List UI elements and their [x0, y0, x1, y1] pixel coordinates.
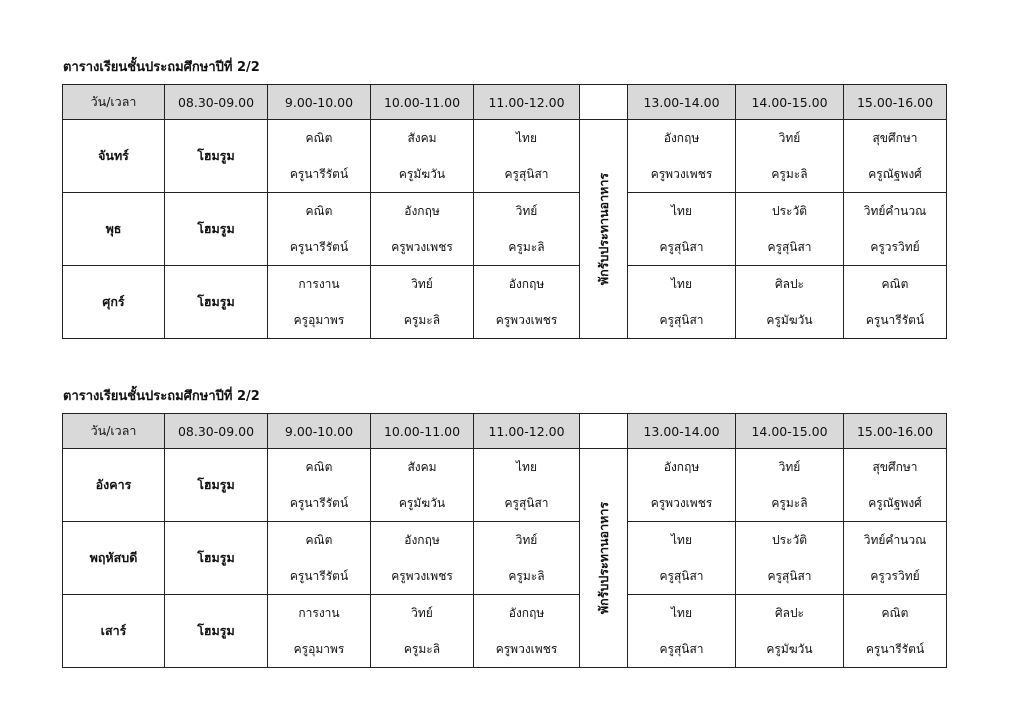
- header-day-time: วัน/เวลา: [63, 414, 165, 449]
- class-slot: [628, 449, 736, 522]
- class-slot: [628, 595, 736, 668]
- subject: สังคม: [407, 131, 437, 145]
- timetable-1-title: ตารางเรียนชั้นประถมศึกษาปีที่ 2/2: [63, 60, 260, 75]
- class-slot: [736, 193, 844, 266]
- homeroom-cell: โฮมรูม: [165, 193, 268, 266]
- teacher: ครูสุนิสา: [504, 496, 549, 510]
- class-slot: [371, 266, 474, 339]
- header-day-time: วัน/เวลา: [63, 85, 165, 120]
- class-slot: [736, 522, 844, 595]
- subject: วิทย์: [515, 533, 538, 547]
- subject: ไทย: [671, 606, 692, 620]
- table-row: [63, 595, 947, 668]
- subject: อังกฤษ: [404, 204, 440, 218]
- teacher: ครูนารีรัตน์: [289, 167, 349, 181]
- class-slot: [844, 595, 947, 668]
- class-slot: [844, 266, 947, 339]
- header-period: 15.00-16.00: [844, 85, 947, 120]
- header-period: 10.00-11.00: [371, 414, 474, 449]
- teacher: ครูมะลิ: [771, 496, 808, 510]
- class-slot: [268, 595, 371, 668]
- class-slot: [474, 266, 580, 339]
- subject: วิทย์: [515, 204, 538, 218]
- header-period: 13.00-14.00: [628, 414, 736, 449]
- class-slot: [474, 522, 580, 595]
- homeroom-cell: โฮมรูม: [165, 522, 268, 595]
- homeroom-cell: โฮมรูม: [165, 266, 268, 339]
- subject: ประวัติ: [771, 204, 808, 218]
- table-row: [63, 266, 947, 339]
- subject: วิทย์: [411, 277, 433, 291]
- teacher: ครูสุนิสา: [504, 167, 549, 181]
- class-slot: [371, 120, 474, 193]
- subject: ไทย: [671, 533, 692, 547]
- subject: การงาน: [298, 277, 340, 291]
- teacher: ครูพวงเพชร: [650, 167, 713, 181]
- teacher: ครูณัฐพงศ์: [868, 496, 922, 510]
- day-cell: พฤหัสบดี: [63, 522, 165, 595]
- class-slot: [844, 193, 947, 266]
- subject: ไทย: [516, 460, 537, 474]
- header-period: 08.30-09.00: [165, 85, 268, 120]
- subject: อังกฤษ: [508, 606, 545, 620]
- teacher: ครูมะลิ: [508, 240, 545, 254]
- subject: วิทย์: [778, 460, 801, 474]
- class-slot: [371, 449, 474, 522]
- class-slot: [268, 449, 371, 522]
- subject: คณิต: [305, 131, 333, 145]
- class-slot: [268, 266, 371, 339]
- subject: คณิต: [881, 606, 909, 620]
- subject: วิทย์คำนวณ: [863, 533, 927, 547]
- subject: ไทย: [671, 277, 692, 291]
- table-row: [63, 120, 947, 193]
- lunch-break-label: พักรับประทานอาหาร: [595, 501, 611, 615]
- class-slot: [736, 595, 844, 668]
- header-row: [63, 414, 947, 449]
- homeroom-cell: โฮมรูม: [165, 449, 268, 522]
- header-period: 9.00-10.00: [268, 85, 371, 120]
- subject: วิทย์: [778, 131, 801, 145]
- teacher: ครูสุนิสา: [659, 569, 704, 583]
- teacher: ครูนารีรัตน์: [289, 569, 349, 583]
- day-cell: จันทร์: [63, 120, 165, 193]
- lunch-break-cell: [580, 120, 628, 339]
- teacher: ครูนารีรัตน์: [289, 496, 349, 510]
- class-slot: [628, 522, 736, 595]
- teacher: ครูนารีรัตน์: [865, 313, 925, 327]
- table-row: [63, 522, 947, 595]
- table-row: [63, 193, 947, 266]
- header-period: 10.00-11.00: [371, 85, 474, 120]
- class-slot: [371, 522, 474, 595]
- teacher: ครูมะลิ: [403, 313, 441, 327]
- teacher: ครูวรวิทย์: [870, 569, 920, 583]
- teacher: ครูพวงเพชร: [391, 569, 453, 583]
- day-cell: อังคาร: [63, 449, 165, 522]
- teacher: ครูนารีรัตน์: [865, 642, 925, 656]
- subject: คณิต: [881, 277, 909, 291]
- class-slot: [736, 120, 844, 193]
- subject: ศิลปะ: [774, 606, 805, 620]
- homeroom-cell: โฮมรูม: [165, 595, 268, 668]
- header-period: 9.00-10.00: [268, 414, 371, 449]
- class-slot: [474, 193, 580, 266]
- subject: วิทย์: [411, 606, 433, 620]
- teacher: ครูพวงเพชร: [495, 642, 558, 656]
- header-period: 13.00-14.00: [628, 85, 736, 120]
- subject: อังกฤษ: [663, 131, 700, 145]
- subject: อังกฤษ: [663, 460, 700, 474]
- class-slot: [474, 595, 580, 668]
- table-row: [63, 449, 947, 522]
- teacher: ครูณัฐพงศ์: [868, 167, 922, 181]
- teacher: ครูมะลิ: [403, 642, 441, 656]
- subject: คณิต: [305, 204, 333, 218]
- class-slot: [844, 120, 947, 193]
- teacher: ครูสุนิสา: [659, 313, 704, 327]
- class-slot: [474, 449, 580, 522]
- class-slot: [844, 522, 947, 595]
- teacher: ครูสุนิสา: [659, 240, 704, 254]
- teacher: ครูมะลิ: [508, 569, 545, 583]
- teacher: ครูมัฆวัน: [766, 313, 813, 327]
- subject: ศิลปะ: [774, 277, 805, 291]
- header-lunch-gap: [580, 414, 628, 449]
- subject: ไทย: [671, 204, 692, 218]
- class-slot: [371, 595, 474, 668]
- header-period: 08.30-09.00: [165, 414, 268, 449]
- subject: สุขศึกษา: [872, 131, 918, 145]
- teacher: ครูพวงเพชร: [495, 313, 558, 327]
- header-period: 14.00-15.00: [736, 85, 844, 120]
- lunch-break-label: พักรับประทานอาหาร: [595, 172, 611, 286]
- teacher: ครูสุนิสา: [659, 642, 704, 656]
- teacher: ครูสุนิสา: [767, 569, 812, 583]
- teacher: ครูมะลิ: [771, 167, 808, 181]
- class-slot: [268, 193, 371, 266]
- header-period: 11.00-12.00: [474, 414, 580, 449]
- timetable-1: [62, 84, 947, 339]
- class-slot: [474, 120, 580, 193]
- teacher: ครูมัฆวัน: [398, 496, 446, 510]
- day-cell: ศุกร์: [63, 266, 165, 339]
- subject: สุขศึกษา: [872, 460, 918, 474]
- class-slot: [371, 193, 474, 266]
- class-slot: [844, 449, 947, 522]
- header-period: 15.00-16.00: [844, 414, 947, 449]
- teacher: ครูมัฆวัน: [766, 642, 813, 656]
- subject: ไทย: [516, 131, 537, 145]
- homeroom-cell: โฮมรูม: [165, 120, 268, 193]
- class-slot: [736, 266, 844, 339]
- teacher: ครูมัฆวัน: [398, 167, 446, 181]
- teacher: ครูอุมาพร: [293, 642, 345, 656]
- timetable-2: [62, 413, 947, 668]
- day-cell: พุธ: [63, 193, 165, 266]
- subject: สังคม: [407, 460, 437, 474]
- class-slot: [736, 449, 844, 522]
- class-slot: [268, 522, 371, 595]
- class-slot: [628, 193, 736, 266]
- teacher: ครูนารีรัตน์: [289, 240, 349, 254]
- teacher: ครูพวงเพชร: [650, 496, 713, 510]
- header-period: 14.00-15.00: [736, 414, 844, 449]
- day-cell: เสาร์: [63, 595, 165, 668]
- subject: อังกฤษ: [508, 277, 545, 291]
- subject: คณิต: [305, 460, 333, 474]
- class-slot: [628, 266, 736, 339]
- header-row: [63, 85, 947, 120]
- class-slot: [268, 120, 371, 193]
- header-period: 11.00-12.00: [474, 85, 580, 120]
- timetable-2-title: ตารางเรียนชั้นประถมศึกษาปีที่ 2/2: [63, 389, 260, 404]
- subject: คณิต: [305, 533, 333, 547]
- teacher: ครูวรวิทย์: [870, 240, 920, 254]
- subject: วิทย์คำนวณ: [863, 204, 927, 218]
- subject: อังกฤษ: [404, 533, 440, 547]
- subject: ประวัติ: [771, 533, 808, 547]
- teacher: ครูสุนิสา: [767, 240, 812, 254]
- class-slot: [628, 120, 736, 193]
- lunch-break-cell: [580, 449, 628, 668]
- header-lunch-gap: [580, 85, 628, 120]
- teacher: ครูพวงเพชร: [391, 240, 453, 254]
- teacher: ครูอุมาพร: [293, 313, 345, 327]
- subject: การงาน: [298, 606, 340, 620]
